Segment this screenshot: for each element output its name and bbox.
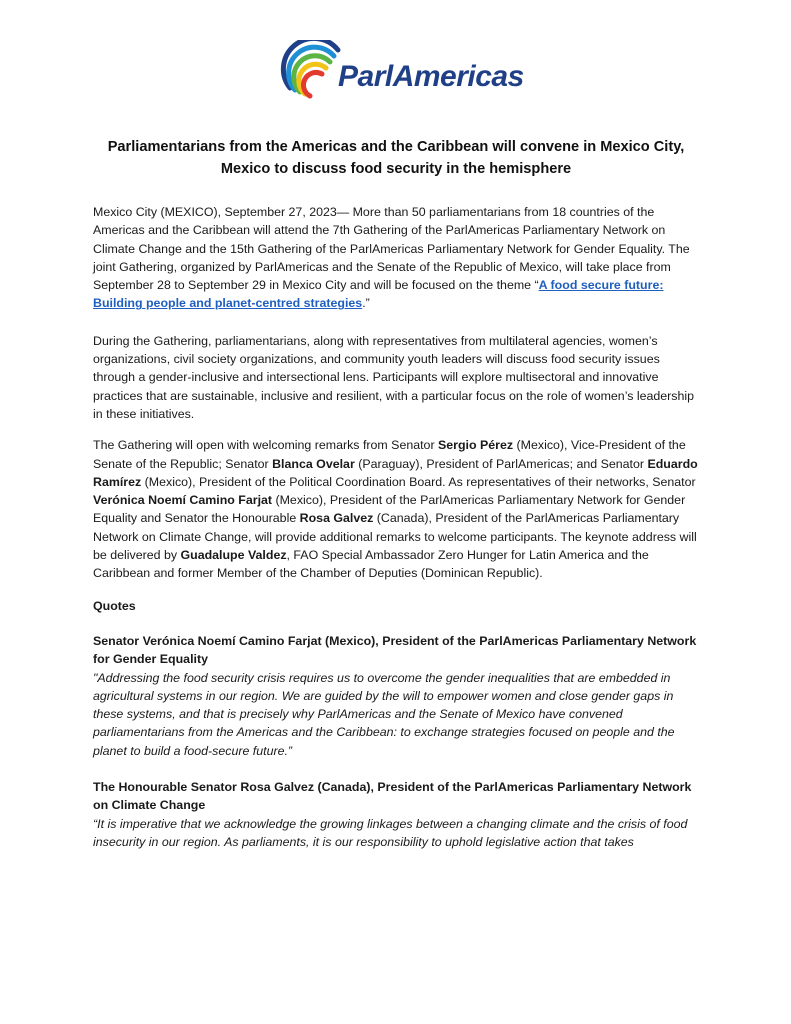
quote2-heading: The Honourable Senator Rosa Galvez (Canada), President of the ParlAmericas Parliamentary Network on Climate Change: [93, 780, 692, 813]
name-guadalupe-valdez: Guadalupe Valdez: [180, 548, 287, 563]
paragraph-opening: [93, 436, 699, 582]
theme-link[interactable]: A food secure future: Building people and planet-centred strategies: [93, 278, 664, 311]
opening-text-6: (Canada), President of the ParlAmericas Parliamentary Network on Climate Change, will provide additional remarks to welcome participants. The keynote address will be delivered by: [93, 511, 697, 563]
intro-end: .”: [362, 296, 370, 311]
press-release-body: [93, 203, 699, 851]
name-rosa-galvez: Rosa Galvez: [299, 511, 374, 526]
opening-text-5: (Mexico), President of the ParlAmericas Parliamentary Network for Gender Equality and Senator the Honourable: [93, 493, 686, 526]
paragraph-intro: [93, 203, 699, 313]
opening-text-3: (Paraguay), President of ParlAmericas; and Senator: [354, 456, 648, 471]
name-sergio-perez: Sergio Pérez: [438, 438, 514, 453]
parlamericas-logo: [280, 40, 524, 112]
opening-text-2: (Mexico), Vice-President of the Senate of the Republic; Senator: [93, 438, 686, 471]
quote1-text: "Addressing the food security crisis requires us to overcome the gender inequalities that are embedded in agricultural systems in our region. We are guided by the will to empower women and close gender gaps in these systems, and that is precisely why ParlAmericas and the Senate of Mexico have convened parliamentarians from the Americas and the Caribbean: to exchange strategies focused on people and the planet to build a food-secure future.”: [93, 670, 675, 758]
intro-text: Mexico City (MEXICO), September 27, 2023— More than 50 parliamentarians from 18 countries of the Americas and the Caribbean will attend the 7th Gathering of the ParlAmericas Parliamentary Network on Climate Change and the 15th Gathering of the ParlAmericas Parliamentary Network for Gender Equality. The joint Gathering, organized by ParlAmericas and the Senate of the Republic of Mexico, will take place from September 28 to September 29 in Mexico City and will be focused on the theme “: [93, 205, 690, 293]
name-blanca-ovelar: Blanca Ovelar: [272, 456, 355, 471]
opening-text-1: The Gathering will open with welcoming remarks from Senator: [93, 438, 439, 453]
opening-text-7: , FAO Special Ambassador Zero Hunger for Latin America and the Caribbean and former Member of the Chamber of Deputies (Dominican Republic).: [93, 548, 649, 581]
opening-text-4: (Mexico), President of the Political Coordination Board. As representatives of their networks, Senator: [141, 474, 696, 489]
quote1-heading: Senator Verónica Noemí Camino Farjat (Mexico), President of the ParlAmericas Parliamentary Network for Gender Equality: [93, 633, 697, 667]
quotes-heading: Quotes: [93, 598, 136, 613]
name-veronica-camino: Verónica Noemí Camino Farjat: [93, 493, 273, 508]
press-release-title: Parliamentarians from the Americas and the Caribbean will convene in Mexico City, Mexico to discuss food security in the hemisphere: [107, 139, 685, 177]
quote2-text: “It is imperative that we acknowledge the growing linkages between a changing climate and the crisis of food insecurity in our region. As parliaments, it is our responsibility to uphold legislative action that takes: [93, 816, 688, 849]
name-eduardo-ramirez: Eduardo Ramírez: [93, 456, 698, 489]
paragraph-gathering: During the Gathering, parliamentarians, along with representatives from multilateral agencies, women’s organizations, civil society organizations, and community youth leaders will discuss food security issues through a gender-inclusive and intersectional lens. Participants will explore multisectoral and innovative practices that are sustainable, inclusive and resilient, with a particular focus on the role of women’s leadership in these initiatives.: [93, 333, 695, 421]
logo-text: ParlAmericas: [338, 60, 524, 93]
